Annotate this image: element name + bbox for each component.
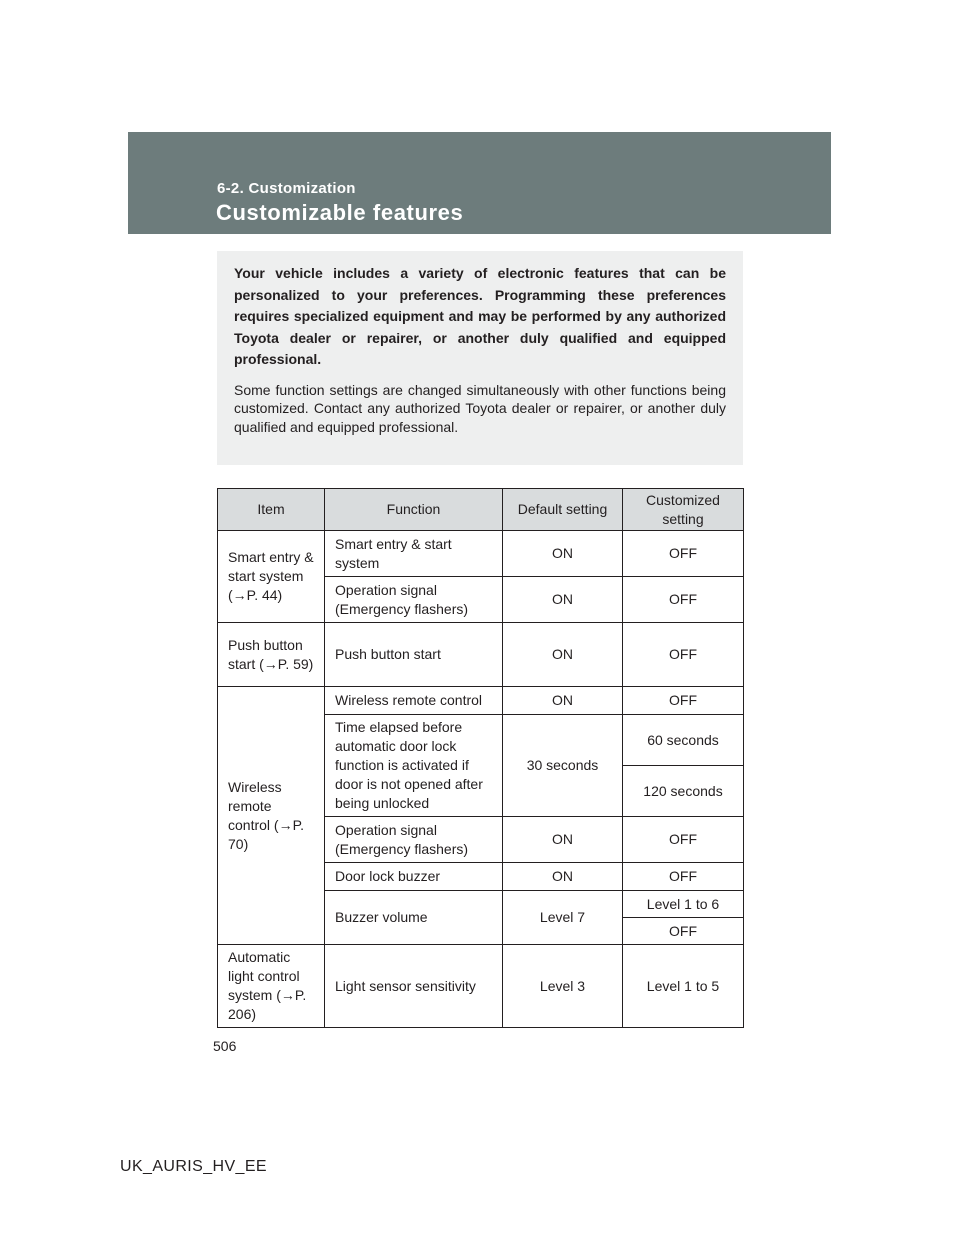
default-cell: ON [503, 687, 623, 715]
page-number: 506 [213, 1038, 237, 1054]
default-cell: ON [503, 817, 623, 863]
item-wireless-remote-control: Wireless remote control (→P. 70) [218, 687, 325, 945]
customized-cell: OFF [623, 577, 744, 623]
function-cell: Operation signal (Emergency flashers) [325, 817, 503, 863]
intro-bold-paragraph: Your vehicle includes a variety of electronic features that can be personalized to your preferences. Programming these preferences requires specialized equipment and may be performed by any authorized Toyota dealer or repairer, or another duly qualified and equipped professional. [234, 265, 726, 368]
customized-cell: OFF [623, 687, 744, 715]
default-cell: Level 7 [503, 891, 623, 945]
header-band [128, 132, 831, 234]
customized-cell: OFF [623, 531, 744, 577]
table-row [218, 687, 744, 715]
table-row [218, 945, 744, 1028]
table-header-row [218, 489, 744, 531]
header-customized-setting: Customized setting [623, 489, 744, 531]
customized-cell: OFF [623, 623, 744, 687]
header-default-setting: Default setting [503, 489, 623, 531]
customized-cell: Level 1 to 5 [623, 945, 744, 1028]
function-cell: Light sensor sensitivity [325, 945, 503, 1028]
table-row [218, 531, 744, 577]
default-cell: ON [503, 623, 623, 687]
function-cell: Door lock buzzer [325, 863, 503, 891]
function-cell: Operation signal (Emergency flashers) [325, 577, 503, 623]
page-title: Customizable features [216, 200, 464, 225]
function-cell: Time elapsed before automatic door lock function is activated if door is not opened after being unlocked [325, 715, 503, 817]
footer-document-code: UK_AURIS_HV_EE [120, 1158, 267, 1175]
item-automatic-light-control: Automatic light control system (→P. 206) [218, 945, 325, 1028]
intro-box [217, 251, 743, 465]
item-smart-entry: Smart entry & start system (→P. 44) [218, 531, 325, 623]
customized-cell: 60 seconds [623, 715, 744, 766]
default-cell: ON [503, 531, 623, 577]
customized-cell: OFF [623, 863, 744, 891]
default-cell: ON [503, 863, 623, 891]
function-cell: Push button start [325, 623, 503, 687]
header-function: Function [325, 489, 503, 531]
section-label: 6-2. Customization [217, 180, 356, 197]
function-cell: Wireless remote control [325, 687, 503, 715]
default-cell: 30 seconds [503, 715, 623, 817]
customized-cell: OFF [623, 817, 744, 863]
customized-cell: OFF [623, 918, 744, 945]
customized-cell: 120 seconds [623, 766, 744, 817]
table-row [218, 623, 744, 687]
default-cell: Level 3 [503, 945, 623, 1028]
default-cell: ON [503, 577, 623, 623]
item-push-button-start: Push button start (→P. 59) [218, 623, 325, 687]
function-cell: Buzzer volume [325, 891, 503, 945]
intro-note-paragraph: Some function settings are changed simultaneously with other functions being customized. Contact any authorized Toyota dealer or repairer, or another duly qualified and equipped professional. [234, 381, 726, 435]
header-item: Item [218, 489, 325, 531]
function-cell: Smart entry & start system [325, 531, 503, 577]
customized-cell: Level 1 to 6 [623, 891, 744, 918]
customizable-features-table [217, 488, 744, 1028]
